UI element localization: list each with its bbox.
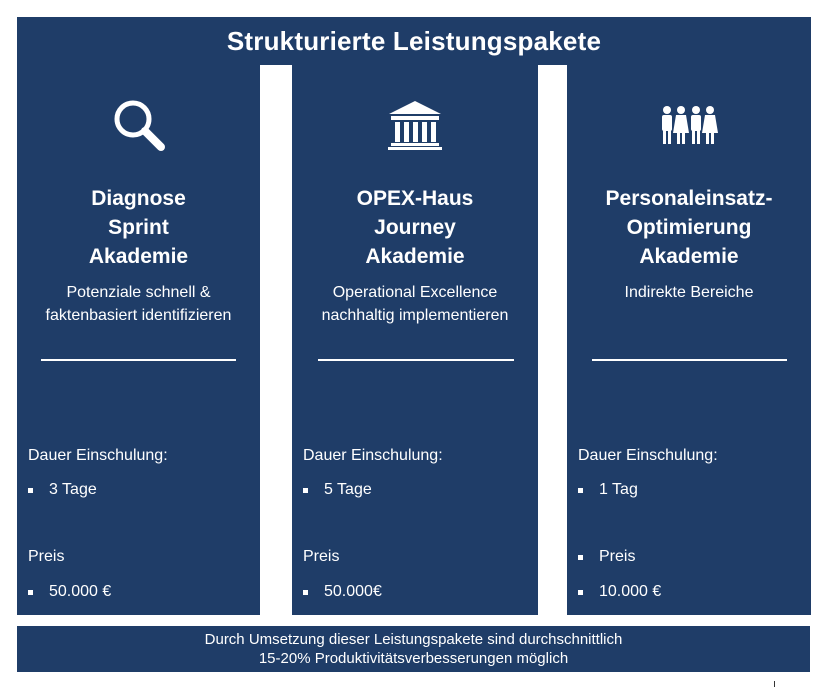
footer-line: 15-20% Produktivitätsverbesserungen möglich [258,650,569,667]
duration-label: Dauer Einschulung: [303,447,443,464]
footer-line: Durch Umsetzung dieser Leistungspakete sind durchschnittlich [204,631,623,648]
price-label: Preis [303,548,340,565]
price-value: 50.000 € [28,583,111,601]
duration-value: 1 Tag [578,481,638,499]
bullet-icon [28,488,33,493]
package-title: OPEX-Haus Journey Akademie [356,187,474,268]
bullet-icon [578,488,583,493]
package-subtitle: Potenziale schnell & faktenbasiert identifizieren [45,284,232,324]
duration-value: 5 Tage [303,481,372,499]
bullet-icon [303,488,308,493]
package-subtitle: Operational Excellence nachhaltig implementieren [321,284,509,324]
price-label: Preis [28,548,65,565]
footer-note [17,626,810,672]
building-icon [292,92,538,157]
bullet-icon [28,590,33,595]
bullet-icon [303,590,308,595]
price-label: Preis [578,548,635,566]
divider [592,359,787,361]
package-title: Diagnose Sprint Akademie [88,187,189,268]
people-group-icon [567,92,811,157]
page-title: Strukturierte Leistungspakete [17,17,811,65]
package-card-personal [567,17,811,615]
duration-value: 3 Tage [28,481,97,499]
package-subtitle: Indirekte Bereiche [624,284,754,301]
magnifier-icon [17,92,260,157]
price-value: 50.000€ [303,583,382,601]
divider [41,359,236,361]
duration-label: Dauer Einschulung: [578,447,718,464]
bullet-icon [578,555,583,560]
duration-label: Dauer Einschulung: [28,447,168,464]
price-value: 10.000 € [578,583,661,601]
bullet-icon [578,590,583,595]
package-title: Personaleinsatz- Optimierung Akademie [605,187,773,268]
package-card-diagnose [17,17,260,615]
divider [318,359,514,361]
package-card-opex [292,17,538,615]
corner-mark [774,681,775,687]
